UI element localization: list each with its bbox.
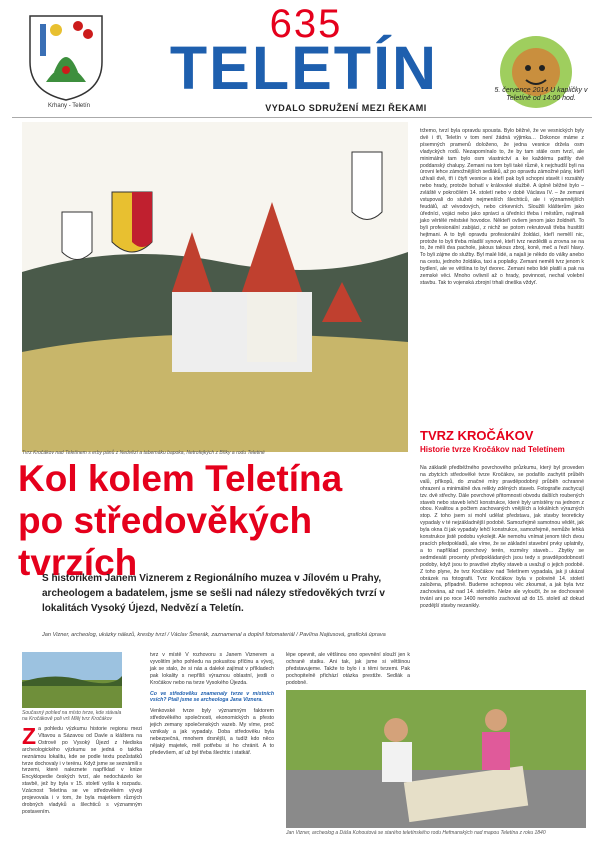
article-column-2 xyxy=(150,652,274,757)
crest-caption: Krhany - Teletín xyxy=(48,103,90,109)
headline-line-1: Kol kolem Teletína xyxy=(18,458,343,499)
bottom-photo-caption: Jan Vizner, archeolog a Dáša Kohoutová se starého teletínského rodu Hefmanských nad mapou Teletína z roku 1840 xyxy=(286,830,546,836)
masthead-subtitle: VYDALO SDRUŽENÍ MEZI ŘEKAMI xyxy=(265,103,427,113)
column-1-text: a pohledu výzkumu historie regionu mezi Vltavou a Sázavou od Davle a kláštera na Ostrově po Vysoký Újezd z hlediska archeologického výzkumu se jedná o takřka neznámou lokalitu, kde se podle textu pozůstatků tvrze dochovaly i v terénu. Když jsme se seznámili s tvrzemi, které naleznete například v knize Encyklopedie českých tvrzí, ale nedocházelo ke stavbě, jež by byla v 15. století vyšla k rozpadu. Vzácnost Teletína se ve středověkém vývoji projevovala i v tom, že byla majetkem různých drobných vladyků a šlechticů s významným postavením. xyxy=(22,726,142,815)
event-date-text: 5. července 2014 U kapličky v Teletíně od 14:00 hod. xyxy=(494,87,588,102)
fortress-painting-image xyxy=(22,122,408,452)
column-2-text-a: tvrz v místě V rozhovoru s Janem Viznerem a vyvolitím jeho pohledu na pokusitou příčinu a vývoj, jak se stalo, že si nás a daleké zajímat v příkladech pak lokality s nepříliš výraznou oblastní, jestli o Kročákov nebo na tvrze Vysokého Újezda. xyxy=(150,652,274,686)
article-lead: S historikem Janem Viznerem z Regionálního muzea v Jílovém u Prahy, archeologem a badatelem, jsme se sešli nad nálezy středověkých tvrzí v lokalitách Vysoký Újezd, Nedvězí a Teletín. xyxy=(42,573,385,614)
masthead-title: TELETÍN xyxy=(169,34,439,102)
article-credits: Jan Vizner, archeolog, ukázky nálezů, kresby tvrzí / Václav Šmerák, zaznamenal a doplnil fotomateriál / Pavlína Najtusová, grafická úprava xyxy=(42,632,386,638)
sidebar-body-bottom: Na základě předběžného povrchového průzkumu, který byl proveden na zbytcích středověké tvrze Kročákov, se podařilo zachytit průběh valů, příkopů, do značné míry pravděpodobný průběh ochranné ohrazení a minimálně dva relikty zděných staveb. Fotografie zachycují tzv. dvě střechy. Dále povrchové přitomnosti obvodu dalších roubených staveb nebo staveb lehčí konstrukce, které byly umístěny na jednom z obou. Kvalitou a počtem zachovaných vnějších a lokálních výrazných stop. Z toho jsem si mohl udělat představu, jak stavby teoreticky vypadaly v té nejzákladnější podobě. Samozřejmě samotnou vědět, jak byla okna či jak vypadaly lehčí konstrukce, samozřejmě, nemůže lehká konstrukce jistě podobu vykolejit. Ale nemohu vnímat jenom těch dvou pracích předpokladů, ale víme, že se základní stavební prvky uplatnily, a to například povrchový terén, rozměry staveb… Zbytky se sedmdesáti procenty předpokládaných jsou tedy s pravděpodobností podoby, když jsou to pravdivé zbytky staveb a uvažují o jejich podobě. Z toho plyne, že tvrz Kročákov nad Teletínem vypadala, jak ji ukázal obrázek na fotografii. Tvrz Kročákov byla v polovině 14. století založena, případně. Budeme schopnou věc zkoumat, a jak byla tvrz zachována, až nad 14. stoletím. Nelze ale vyloučit, že se dochované trvání ani po roce 1400 nemohlo zachovat až do 15. století až dokud pozdější stavby nezanikly. xyxy=(420,465,584,610)
headline-line-2: po středověkých tvrzích xyxy=(18,500,313,583)
municipal-crest xyxy=(26,12,106,102)
pull-question: Co ve středověku znamenaly tvrze v místních vsích? Ptali jsme se archeologa Jana Viznera. xyxy=(150,690,274,704)
article-column-3: lépe opevnit, ale většinou ono opevnění slouží jen k ochraně statku. Ani tak, jak jsme si většinou představujeme. Takže to bylo i s těmi tvrzemi. Pak pochopitelně přichází otázka prestiže. Sedlák a podobně. xyxy=(286,652,410,686)
archeologist-map-photo xyxy=(286,690,586,828)
main-photo-caption: Tvrz Kročákov nad Teletínem s erby pánů z Nedvězí a tabernáku bapoka, Netrofejkých z Břiky a rodu Teletiné xyxy=(22,450,265,456)
landscape-photo xyxy=(22,652,122,708)
article-headline xyxy=(18,458,408,584)
drop-cap: Z xyxy=(22,723,37,749)
column-2-text-b: Venkovské tvrze byly významným faktorem středověkého společnosti, ekonomických a přesto jejich zemany společenských vazeb. My víme, proč vznikaly a jak vypadaly. Doba středověku byla nebezpečná, mnohem drsnější, a tudíž kdo něco nějaký majetek, měl potřebu si ho chránit. A to předevšem, ať už byl třeba šlechtic i statkář. xyxy=(150,708,274,756)
article-column-1 xyxy=(22,723,142,816)
header-divider xyxy=(12,117,592,118)
sidebar-heading: TVRZ KROČÁKOV xyxy=(420,428,534,443)
issue-number: 635 xyxy=(269,2,343,46)
landscape-photo-caption: Současný pohled na místo tvrze, kde stávala na Kročákově poli vrš Mlěj tvrz Kročákov xyxy=(22,710,122,722)
sidebar-subheading: Historie tvrze Kročákov nad Teletínem xyxy=(420,445,565,454)
sidebar-body-top: tržemo, tvrzí byla opravdu spousta. Bylo běžné, že ve vesnických byly dvě i tři, Teletín v tom není žádná výjimka… Dokonce máme z písemných pramenů doloženo, že jedna vesnice držela osm vladyckých rodů. Nezapomínalo to, že by tam stále osm tvrzí, ale minimálně tam bylo osm vlastnictví a ke každému patřily dvě poddanský chalupy. Zemani na tom byli také různě, k nejchudší byli na úrovni lehce zámožnějších sedláků, až po opravdu zámožné pány, kteří užívali dvě, tři i čtyři vesnice a kteří pak byli schopni stavět i rozsáhly nebo hrady, protože bohatí v královské službě. A úplně běžné bylo – zvláště v pokročilém 14. století nebo v době Václava IV. – že zemani vstupovali do služeb nejmenších šlechticů, ale i významnějších feudálů, až vévodových, nebo církevních. Sloužili klášterům jako úředníci, vojáci nebo jako správci a úředníci třeba i městům, najímali jako věrtělé městské hovodce. Někteří ovšem jenom jako žoldnéři. To byli profesionální zabijáci, z nichž se potom rekrutovali třeba husitští hejtmani. A to byli opravdu profesionální žoldáci, kteří nemělí nic, protože to byli třeba mladší synové, kteří tvrz nezdědili a zrovna se na to, že měli dva pachole, jakous takous zbroj, koně, meč a řezií hlavy. To byli zájme do služby. Byl malé lidé, a najali je někdo do války anebo na cestu, jednoho žoldáka, taxi a poplatky. Zemani neměli tvrz jenom k bydlení, ale ve většina to byl dvorec. Zemani nebo lidé platili a pak na zemské věci. Mnoho ovlivnil až o hrady, povinnost, nechal volební stavbu. Tak to vojenská zbrojní trhali dneška vždyť. xyxy=(420,128,584,286)
